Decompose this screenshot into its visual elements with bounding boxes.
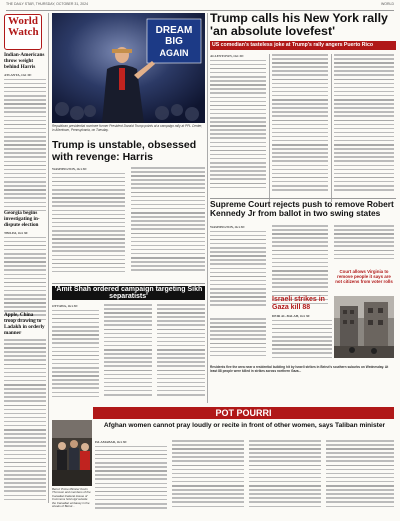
harris-text-col-2	[131, 167, 205, 282]
beirut-photo-illustration	[334, 296, 394, 358]
rfk-headline: Supreme Court rejects push to remove Robert Kennedy Jr from ballot in two swing states	[210, 199, 394, 219]
vigil-photo-illustration	[52, 420, 92, 486]
rfk-pullquote: Court allows Virginia to remove people it says are not citizens from voter rolls	[335, 269, 393, 284]
afghan-text-col-2	[172, 440, 244, 518]
brief-3-text	[4, 339, 46, 519]
vigil-photo	[52, 420, 92, 486]
amit-text-col-2	[104, 304, 152, 404]
rfk-text-col-3	[334, 225, 394, 267]
amit-dateline: OTTAWA, Oct 30:	[52, 304, 79, 308]
lead-text-col-1	[210, 54, 266, 199]
beirut-caption: Residents flee the area near a residential building hit by Israeli strikes in Beirut's southern suburbs on Wednesday. At least 88 people were killed in strikes across northern Gaza...	[210, 365, 389, 373]
afghan-text-col-1	[95, 440, 167, 518]
lead-text-col-3	[334, 54, 394, 199]
brief-3	[4, 312, 46, 519]
amit-text-col-3	[157, 304, 205, 404]
sign-big: BIG	[165, 36, 183, 47]
beirut-photo	[334, 296, 394, 358]
israeli-headline: Israeli strikes in Gaza kill 88	[272, 296, 325, 311]
rfk-text-col-1b	[210, 318, 266, 364]
amit-text-col-1	[52, 304, 99, 404]
harris-text-col-1	[52, 167, 125, 282]
amit-headline: 'Amit Shah ordered campaign targeting Sikh separatists'	[52, 286, 205, 300]
harris-dateline: WASHINGTON, Oct 30:	[52, 167, 88, 171]
brief-3-headline: Apple, China troop drawing to Ladakh in orderly manner	[4, 312, 45, 336]
masthead-left: THE DAILY STAR, THURSDAY, OCTOBER 31, 2024	[6, 2, 89, 6]
afghan-headline: Afghan women cannot pray loudly or recite in front of other women, says Taliban minister	[103, 422, 386, 429]
world-watch-title-1: World	[8, 15, 38, 27]
masthead-right: WORLD	[380, 2, 394, 6]
afghan-text-col-3	[249, 440, 321, 518]
page-masthead	[6, 2, 394, 11]
brief-1-dateline: ATLANTA, Oct 30:	[4, 73, 32, 77]
rally-photo-illustration	[52, 13, 205, 123]
world-watch-box	[4, 14, 42, 50]
vigil-caption: Beirut: Prime Minister Kevin Thomson and members of the Canadian Federal House of Commons hold vigil outside the Canadian embassy in the streets of Beirut...	[52, 487, 91, 509]
world-watch-title-2: Watch	[8, 26, 39, 38]
sign-dream: DREAM	[155, 25, 193, 36]
potpourri-bar: POT POURRI	[93, 407, 394, 419]
brief-1	[4, 52, 46, 223]
afghan-dateline: ISLAMABAD, Oct 30:	[95, 440, 128, 444]
afghan-text-col-4	[326, 440, 394, 518]
lead-text-col-2	[272, 54, 328, 199]
harris-headline: Trump is unstable, obsessed with revenge: Harris	[52, 139, 197, 163]
rfk-text-col-1	[210, 225, 266, 313]
brief-2	[4, 210, 46, 326]
brief-1-text	[4, 73, 46, 223]
israeli-dateline: DEIR AL-BALAH, Oct 30:	[272, 314, 311, 318]
israeli-text	[272, 314, 332, 364]
lead-dateline: ALLENTOWN, Oct 30:	[210, 54, 244, 58]
lead-strap: US comedian's tasteless joke at Trump's rally angers Puerto Rico	[210, 41, 396, 50]
rfk-dateline: WASHINGTON, Oct 30:	[210, 225, 246, 229]
lead-headline: Trump calls his New York rally 'an absolute lovefest'	[210, 11, 388, 38]
sign-again: AGAIN	[159, 48, 189, 58]
brief-1-headline: Indian-Americans throw weight behind Harris	[4, 52, 45, 70]
brief-2-dateline: TBILISI, Oct 30:	[4, 231, 29, 235]
trump-rally-photo	[52, 13, 205, 123]
brief-2-headline: Georgia begins investigating in-dispute election	[4, 210, 40, 228]
harris-photo-caption: Republican presidential nominee former President Donald Trump points at a campaign rally at PPL Center, in Allentown, Pennsylvania, on Tuesday.	[52, 124, 203, 132]
